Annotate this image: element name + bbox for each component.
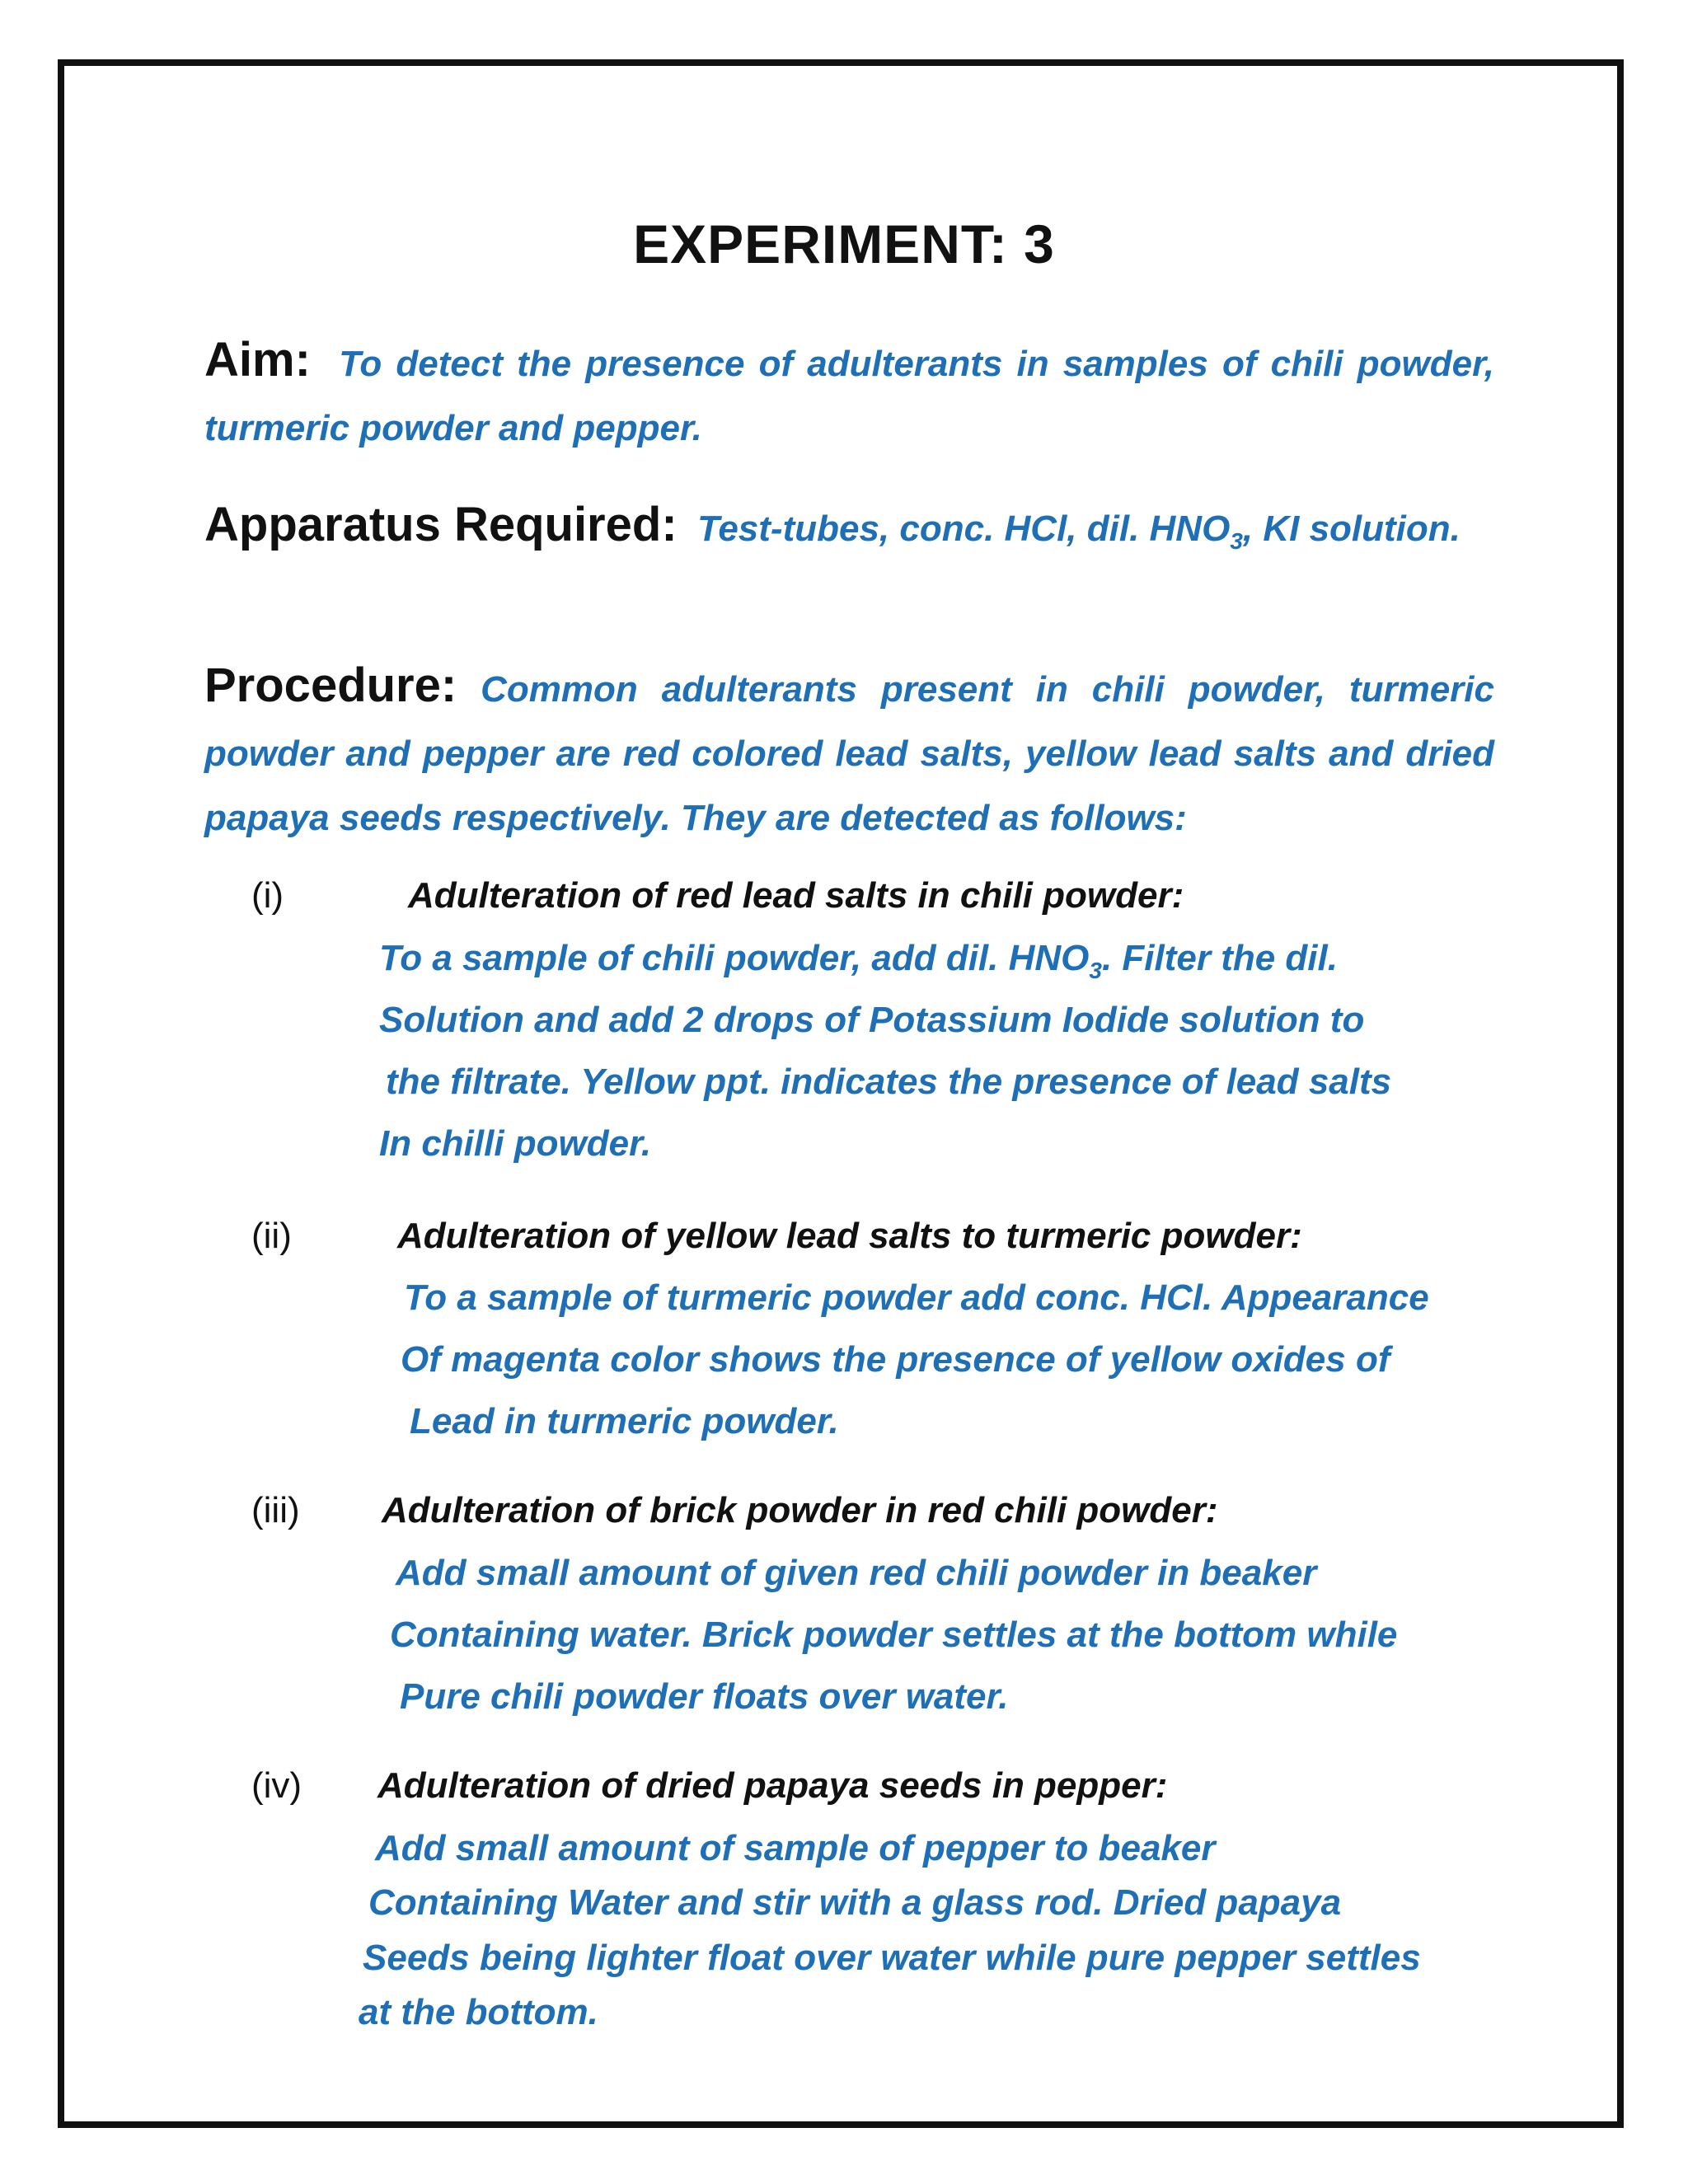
item-line: Lead in turmeric powder. [410,1401,839,1441]
item-line: Of magenta color shows the presence of yellow oxides of [401,1339,1390,1380]
item-line: Add small amount of given red chili powder in beaker [396,1553,1317,1593]
item-number: (ii) [251,1216,292,1256]
item-line: To a sample of turmeric powder add conc. HCl. Appearance [404,1277,1429,1318]
item-line: Seeds being lighter float over water while pure pepper settles [363,1938,1421,1978]
apparatus-text-main: Test-tubes, conc. HCl, dil. HNO [697,509,1231,549]
item-heading: Adulteration of brick powder in red chili powder: [382,1490,1218,1530]
item-line: Solution and add 2 drops of Potassium Iodide solution to [379,1000,1365,1040]
item-heading: Adulteration of red lead salts in chili powder: [408,875,1184,916]
item-line: Add small amount of sample of pepper to beaker [375,1828,1216,1868]
procedure-text: Common adulterants present in chili powder, turmeric powder and pepper are red colored lead salts, yellow lead salts and dried papaya seeds respectively. They are detected as follows: [204,669,1494,838]
page-title: EXPERIMENT: 3 [633,213,1055,274]
item-line: the filtrate. Yellow ppt. indicates the presence of lead salts [386,1062,1392,1102]
apparatus-label: Apparatus Required: [204,498,678,551]
procedure-section [204,654,1494,851]
item-number: (iv) [251,1765,302,1806]
item-number: (iii) [251,1490,300,1530]
item-line: Pure chili powder floats over water. [400,1676,1009,1717]
item-line: at the bottom. [359,1992,598,2032]
item-heading: Adulteration of dried papaya seeds in pepper: [377,1765,1168,1806]
apparatus-text-end: , KI solution. [1242,509,1461,549]
item-line: To a sample of chili powder, add dil. $HNO_3$. Filter the dil. [379,938,1338,983]
aim-label: Aim: [204,333,311,387]
item-line: Containing Water and stir with a glass rod. Dried papaya [368,1882,1342,1923]
item-line: In chilli powder. [379,1123,652,1164]
item-line: Containing water. Brick powder settles at the bottom while [390,1615,1398,1655]
apparatus-text [697,509,1461,554]
apparatus-subscript: 3 [1230,527,1243,554]
item-number: (i) [251,875,284,916]
aim-section [204,328,1494,461]
aim-text: To detect the presence of adulterants in samples of chili powder, turmeric powder and pepper. [204,344,1494,448]
apparatus-section [204,493,1494,574]
procedure-label: Procedure: [204,658,457,712]
item-heading: Adulteration of yellow lead salts to turmeric powder: [397,1216,1302,1256]
